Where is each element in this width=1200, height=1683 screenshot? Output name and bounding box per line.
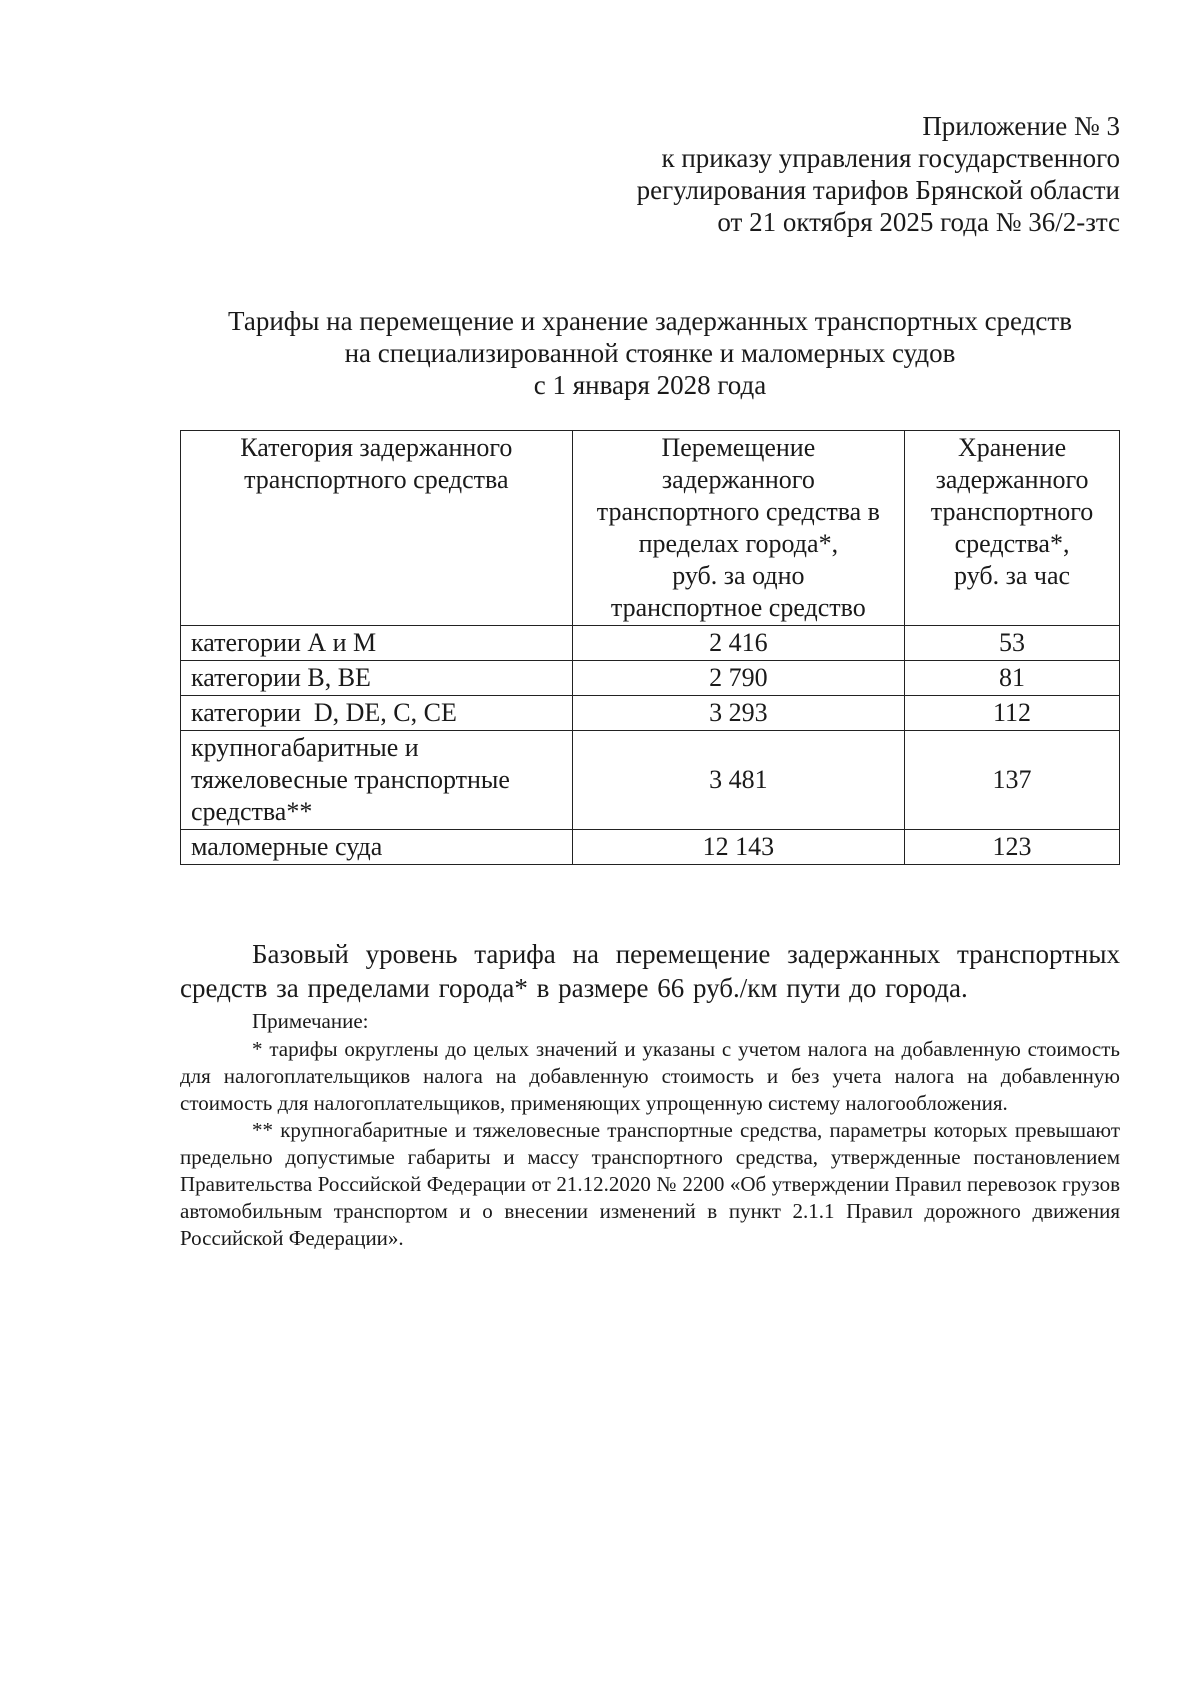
storage-cell: 112 (905, 696, 1120, 731)
relocation-cell: 2 416 (572, 626, 904, 661)
category-cell: маломерные суда (181, 830, 573, 865)
relocation-cell: 3 293 (572, 696, 904, 731)
note-oversized-vehicles: ** крупногабаритные и тяжеловесные транспортные средства, параметры которых превышают предельно допустимые габариты и массу транспортного средства, утвержденные постановлением Правительства Российской Федерации от 21.12.2020 № 2200 «Об утверждении Правил перевозок грузов автомобильным транспортом и о внесении изменений в пункт 2.1.1 Правил дорожного движения Российской Федерации». (180, 1118, 1120, 1250)
appendix-number: Приложение № 3 (922, 111, 1120, 141)
storage-cell: 137 (905, 731, 1120, 830)
document-title (130, 305, 1170, 401)
title-line-1: Тарифы на перемещение и хранение задержанных транспортных средств (228, 306, 1072, 336)
issuing-authority-line: регулирования тарифов Брянской области (636, 175, 1120, 205)
appendix-header (637, 110, 1120, 238)
category-cell: категории А и М (181, 626, 573, 661)
category-cell: крупногабаритные и тяжеловесные транспортные средства** (181, 731, 573, 830)
title-line-2: на специализированной стоянке и маломерных судов (344, 338, 956, 368)
storage-cell: 81 (905, 661, 1120, 696)
order-date-number: от 21 октября 2025 года № 36/2-зтс (717, 207, 1120, 237)
table-row (181, 731, 1120, 830)
order-reference-line: к приказу управления государственного (661, 143, 1120, 173)
table-header-row (181, 431, 1120, 626)
storage-cell: 53 (905, 626, 1120, 661)
header-storage: Хранение задержанного транспортного средства*, руб. за час (905, 431, 1120, 626)
header-relocation: Перемещение задержанного транспортного средства в пределах города*, руб. за одно транспортное средство (572, 431, 904, 626)
header-category: Категория задержанного транспортного средства (181, 431, 573, 626)
table-row (181, 661, 1120, 696)
notes-label: Примечание: (252, 1009, 369, 1033)
tariff-table (180, 430, 1120, 865)
storage-cell: 123 (905, 830, 1120, 865)
category-cell: категории D, DE, C, CE (181, 696, 573, 731)
title-line-3: с 1 января 2028 года (533, 370, 767, 400)
category-cell: категории В, ВЕ (181, 661, 573, 696)
note-vat-rounding: * тарифы округлены до целых значений и указаны с учетом налога на добавленную стоимость для налогоплательщиков налога на добавленную стоимость и без учета налога на добавленную стоимость для налогоплательщиков, применяющих упрощенную систему налогообложения. (180, 1037, 1120, 1115)
base-tariff-paragraph: Базовый уровень тарифа на перемещение задержанных транспортных средств за пределами города* в размере 66 руб./км пути до города. (180, 939, 1120, 1003)
relocation-cell: 3 481 (572, 731, 904, 830)
relocation-cell: 12 143 (572, 830, 904, 865)
table-row (181, 626, 1120, 661)
relocation-cell: 2 790 (572, 661, 904, 696)
notes-section (180, 1008, 1120, 1252)
table-row (181, 696, 1120, 731)
table-row (181, 830, 1120, 865)
